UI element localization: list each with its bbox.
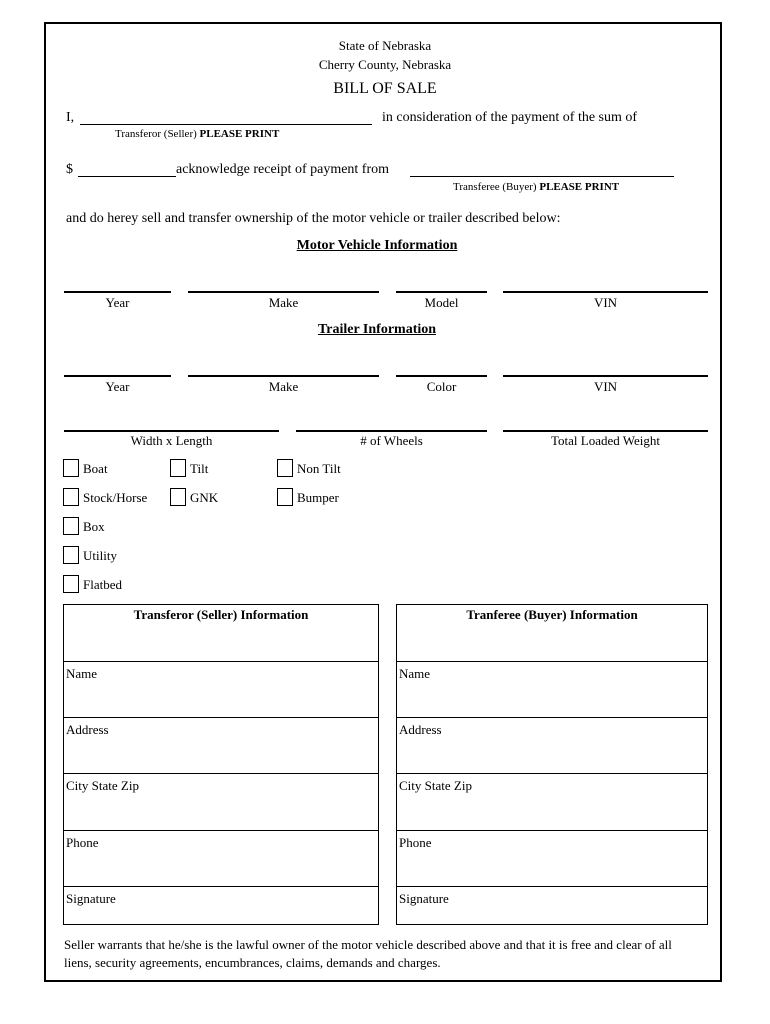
- transfer-text: and do herey sell and transfer ownership of the motor vehicle or trailer described below:: [66, 211, 561, 226]
- buyer-city-state-zip-label: City State Zip: [399, 778, 472, 793]
- stock-horse-label: Stock/Horse: [83, 490, 148, 505]
- box-label: Box: [83, 519, 105, 534]
- tr-make-label: Make: [268, 379, 299, 394]
- flatbed-label: Flatbed: [83, 577, 122, 592]
- seller-name-label: Name: [66, 666, 98, 681]
- tr-wheels-line[interactable]: [296, 430, 487, 432]
- amount-line[interactable]: [78, 176, 176, 177]
- buyer-name-label: Name: [399, 666, 431, 681]
- buyer-address-field[interactable]: [397, 717, 707, 773]
- state-heading: State of Nebraska: [338, 38, 432, 53]
- dollar-sign: $: [66, 162, 73, 177]
- mv-year-label: Year: [105, 295, 130, 310]
- seller-phone-field[interactable]: [64, 830, 378, 886]
- seller-phone-label: Phone: [66, 835, 99, 850]
- stock-horse-checkbox[interactable]: [63, 488, 79, 506]
- buyer-signature-label: Signature: [399, 891, 449, 906]
- mv-make-label: Make: [268, 295, 299, 310]
- seller-name-line[interactable]: [80, 124, 372, 125]
- tr-vin-line[interactable]: [503, 375, 708, 377]
- please-print-seller: PLEASE PRINT: [199, 128, 280, 140]
- acknowledge-text: acknowledge receipt of payment from: [176, 162, 390, 177]
- buyer-signature-field[interactable]: [397, 886, 707, 924]
- non-tilt-checkbox[interactable]: [277, 459, 293, 477]
- seller-signature-field[interactable]: [64, 886, 378, 924]
- seller-info-box: [63, 604, 379, 925]
- buyer-name-line[interactable]: [410, 176, 674, 177]
- i-prefix: I,: [66, 110, 75, 125]
- seller-name-field[interactable]: [64, 661, 378, 717]
- boat-checkbox[interactable]: [63, 459, 79, 477]
- seller-info-heading: Transferor (Seller) Information: [133, 607, 309, 622]
- tr-year-line[interactable]: [64, 375, 171, 377]
- gnk-label: GNK: [190, 490, 219, 505]
- tr-weight-label: Total Loaded Weight: [551, 433, 660, 448]
- mv-vin-label: VIN: [593, 295, 618, 310]
- motor-vehicle-heading: Motor Vehicle Information: [296, 238, 458, 253]
- tr-dimensions-line[interactable]: [64, 430, 279, 432]
- mv-model-line[interactable]: [396, 291, 487, 293]
- tilt-label: Tilt: [190, 461, 209, 476]
- tr-vin-label: VIN: [593, 379, 618, 394]
- page-title: BILL OF SALE: [333, 80, 437, 97]
- transferor-caption-label: Transferor (Seller): [115, 128, 197, 140]
- box-checkbox[interactable]: [63, 517, 79, 535]
- tr-dimensions-label: Width x Length: [130, 433, 213, 448]
- buyer-phone-field[interactable]: [397, 830, 707, 886]
- bumper-label: Bumper: [297, 490, 339, 505]
- gnk-checkbox[interactable]: [170, 488, 186, 506]
- utility-label: Utility: [83, 548, 117, 563]
- bumper-checkbox[interactable]: [277, 488, 293, 506]
- buyer-address-label: Address: [399, 722, 442, 737]
- transferor-caption: [115, 128, 279, 140]
- mv-model-label: Model: [424, 295, 459, 310]
- non-tilt-label: Non Tilt: [297, 461, 341, 476]
- warranty-statement: Seller warrants that he/she is the lawful owner of the motor vehicle described above and that it is free and clear of all liens, security agreements, encumbrances, claims, demands and charges.: [64, 937, 672, 970]
- tr-make-line[interactable]: [188, 375, 379, 377]
- seller-signature-label: Signature: [66, 891, 116, 906]
- trailer-heading: Trailer Information: [317, 322, 437, 337]
- buyer-info-heading: Tranferee (Buyer) Information: [466, 607, 638, 622]
- seller-address-label: Address: [66, 722, 109, 737]
- tr-year-label: Year: [105, 379, 130, 394]
- transferee-caption-label: Transferee (Buyer): [453, 181, 537, 193]
- tilt-checkbox[interactable]: [170, 459, 186, 477]
- seller-address-field[interactable]: [64, 717, 378, 773]
- tr-color-line[interactable]: [396, 375, 487, 377]
- boat-label: Boat: [83, 461, 108, 476]
- tr-wheels-label: # of Wheels: [360, 433, 423, 448]
- utility-checkbox[interactable]: [63, 546, 79, 564]
- please-print-buyer: PLEASE PRINT: [539, 181, 620, 193]
- seller-city-state-zip-field[interactable]: [64, 773, 378, 829]
- mv-make-line[interactable]: [188, 291, 379, 293]
- mv-vin-line[interactable]: [503, 291, 708, 293]
- buyer-city-state-zip-field[interactable]: [397, 773, 707, 829]
- mv-year-line[interactable]: [64, 291, 171, 293]
- seller-city-state-zip-label: City State Zip: [66, 778, 139, 793]
- county-heading: Cherry County, Nebraska: [318, 57, 452, 72]
- consideration-text: in consideration of the payment of the sum of: [382, 110, 638, 125]
- buyer-name-field[interactable]: [397, 661, 707, 717]
- tr-color-label: Color: [426, 379, 457, 394]
- flatbed-checkbox[interactable]: [63, 575, 79, 593]
- tr-weight-line[interactable]: [503, 430, 708, 432]
- buyer-phone-label: Phone: [399, 835, 432, 850]
- buyer-info-box: [396, 604, 708, 925]
- transferee-caption: [453, 181, 619, 193]
